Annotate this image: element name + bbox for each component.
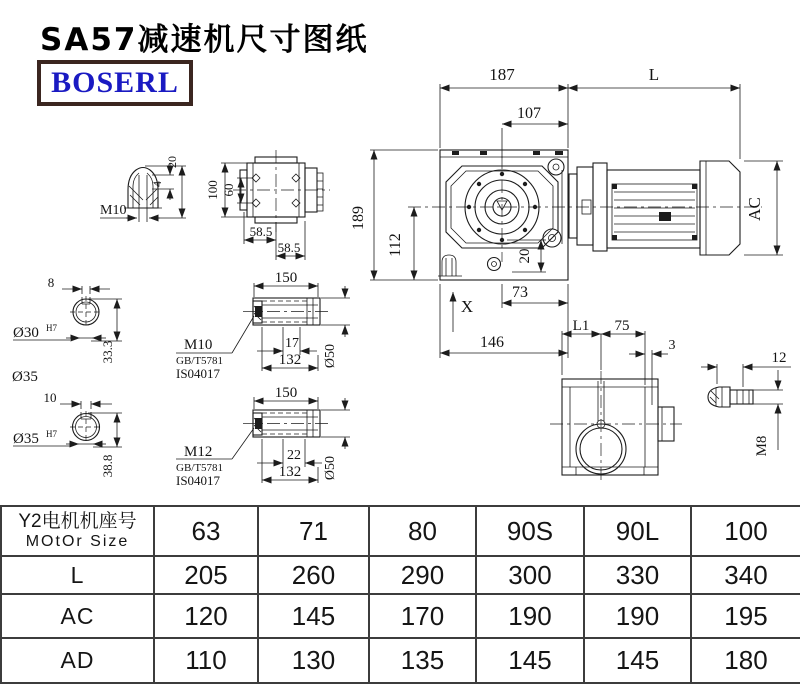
table-cell: 145: [476, 638, 584, 683]
dim-s2-132-label: 132: [278, 464, 302, 480]
dim-100-label: 100: [205, 180, 220, 200]
table-cell: 120: [154, 594, 258, 638]
table-cell: 110: [154, 638, 258, 683]
label-dia30-tol: H7: [46, 323, 57, 333]
table-cell: 260: [258, 556, 369, 594]
table-cell: 145: [258, 594, 369, 638]
table-cell: 330: [584, 556, 691, 594]
label-s1-gb: GB/T5781: [176, 355, 224, 367]
dim-s1-o50-label: Ø50: [323, 343, 338, 369]
column-63: 63: [154, 506, 258, 556]
label-s1-m10: M10: [184, 337, 213, 353]
dim-388-label: 38.8: [100, 454, 115, 478]
lifting-lug-view: [100, 156, 186, 222]
label-X: X: [460, 297, 474, 316]
header-en: MOtOr Size: [25, 532, 130, 550]
label-lug-M10: M10: [100, 203, 127, 218]
dim-107-label: 107: [517, 105, 541, 122]
bore-section-35: [13, 390, 122, 477]
table-row-L: [1, 556, 800, 594]
boserl-logo-text: BOSERL: [51, 66, 179, 99]
dim-M8-label: M8: [754, 435, 770, 457]
column-100: 100: [691, 506, 800, 556]
plan-view: [205, 150, 330, 260]
column-90L: 90L: [584, 506, 691, 556]
dim-L1-label: L1: [572, 318, 590, 334]
table-cell: 130: [258, 638, 369, 683]
table-cell: 340: [691, 556, 800, 594]
column-71: 71: [258, 506, 369, 556]
dim-10-label: 10: [43, 390, 57, 405]
table-cell: 190: [584, 594, 691, 638]
hollow-shaft-view-1: [176, 270, 350, 381]
dim-s2-150-label: 150: [274, 385, 298, 401]
row-label-AD: AD: [1, 638, 154, 683]
table-cell: 180: [691, 638, 800, 683]
bolt-detail-view: [701, 350, 791, 456]
dim-585a-label: 58.5: [249, 224, 273, 239]
dim-s2-22-label: 22: [287, 448, 301, 463]
dim-AC-label: AC: [745, 197, 764, 221]
dim-60-label: 60: [221, 183, 236, 197]
dim-585b-label: 58.5: [277, 240, 301, 255]
dim-lug-20-label: 20: [165, 156, 179, 168]
label-s2-iso: IS04017: [176, 473, 221, 488]
table-cell: 300: [476, 556, 584, 594]
dim-189-label: 189: [350, 206, 367, 230]
dim-lug-4-label: 4: [150, 181, 164, 187]
table-row-AC: [1, 594, 800, 638]
label-s1-iso: IS04017: [176, 366, 221, 381]
dim-73-label: 73: [512, 284, 528, 301]
table-cell: 290: [369, 556, 476, 594]
bore-section-30: [12, 275, 122, 385]
table-header-row: [1, 506, 800, 556]
dim-333-label: 33.3: [100, 340, 115, 364]
main-assembly-view: [350, 65, 783, 358]
label-s2-gb: GB/T5781: [176, 462, 224, 474]
dim-8-label: 8: [47, 275, 55, 290]
dim-s1-132-label: 132: [278, 352, 302, 368]
dim-s2-o50-label: Ø50: [323, 455, 338, 481]
motor-size-table: [0, 505, 800, 684]
label-dia35-outer: Ø35: [12, 369, 38, 385]
dim-146-label: 146: [480, 334, 504, 351]
page-title: SA57减速机尺寸图纸: [40, 22, 369, 58]
label-dia35: Ø35: [13, 431, 39, 447]
table-cell: 170: [369, 594, 476, 638]
header-cn: Y2电机机座号: [18, 510, 137, 532]
table-cell: 190: [476, 594, 584, 638]
column-90S: 90S: [476, 506, 584, 556]
label-dia30: Ø30: [13, 325, 39, 341]
dim-112-label: 112: [387, 233, 404, 257]
label-s2-m12: M12: [184, 444, 213, 460]
dim-20-label: 20: [517, 248, 533, 264]
output-side-view: [550, 318, 682, 482]
row-label-AC: AC: [1, 594, 154, 638]
table-cell: 145: [584, 638, 691, 683]
label-dia35-tol: H7: [46, 429, 57, 439]
dim-187-label: 187: [489, 65, 515, 84]
table-header-motor-size: [1, 506, 154, 556]
dim-75-label: 75: [614, 318, 630, 334]
column-80: 80: [369, 506, 476, 556]
dim-3-label: 3: [668, 338, 676, 353]
hollow-shaft-view-2: [176, 385, 350, 488]
dim-L-label: L: [648, 65, 660, 84]
row-label-L: L: [1, 556, 154, 594]
table-cell: 195: [691, 594, 800, 638]
table-cell: 205: [154, 556, 258, 594]
dim-s1-17-label: 17: [285, 336, 299, 351]
dim-s1-150-label: 150: [274, 270, 298, 286]
table-row-AD: [1, 638, 800, 683]
dim-12-label: 12: [771, 350, 787, 366]
table-cell: 135: [369, 638, 476, 683]
